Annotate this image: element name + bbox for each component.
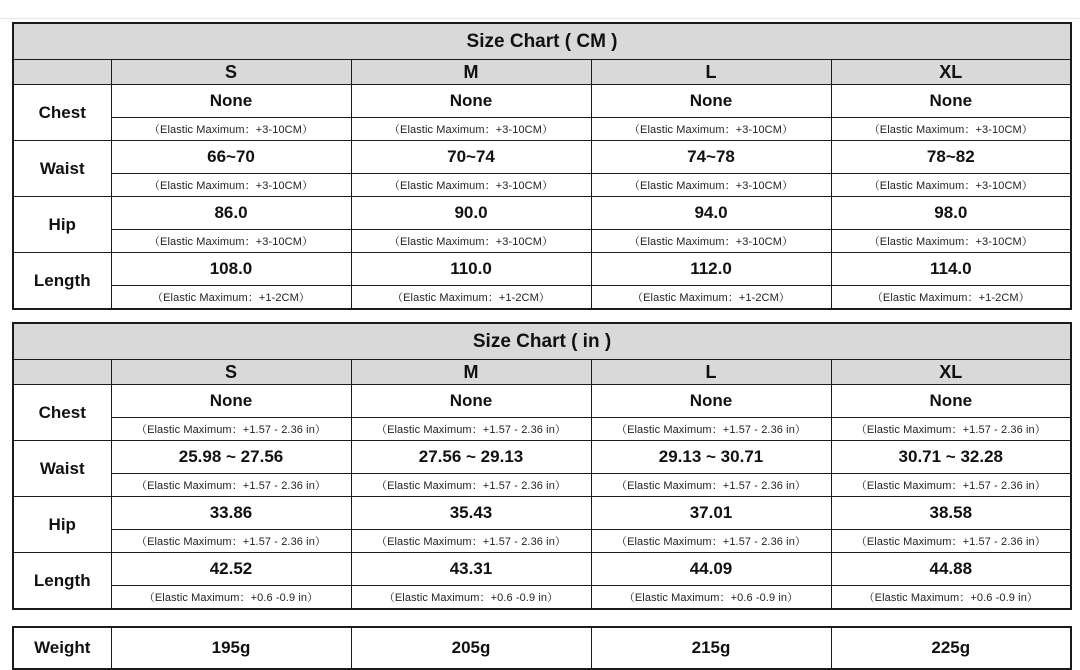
weight-value: 215g [591,627,831,669]
size-chart-cm-table [12,22,1072,310]
row-label-length: Length [13,253,111,310]
elastic-note: （Elastic Maximum：+1.57 - 2.36 in） [111,474,351,497]
row-label-waist: Waist [13,141,111,197]
value-cell: None [831,385,1071,418]
elastic-note: （Elastic Maximum：+1-2CM） [591,286,831,310]
row-label-waist: Waist [13,441,111,497]
size-header-s: S [111,360,351,385]
value-cell: 42.52 [111,553,351,586]
elastic-note: （Elastic Maximum：+1.57 - 2.36 in） [351,530,591,553]
value-cell: 86.0 [111,197,351,230]
elastic-note: （Elastic Maximum：+3-10CM） [831,230,1071,253]
value-cell: None [111,385,351,418]
value-cell: 74~78 [591,141,831,174]
elastic-note: （Elastic Maximum：+1.57 - 2.36 in） [111,418,351,441]
value-cell: None [831,85,1071,118]
value-cell: 33.86 [111,497,351,530]
elastic-note: （Elastic Maximum：+0.6 -0.9 in） [351,586,591,610]
row-label-length: Length [13,553,111,610]
header-corner-cell [13,360,111,385]
row-label-chest: Chest [13,85,111,141]
value-cell: 37.01 [591,497,831,530]
value-cell: 35.43 [351,497,591,530]
row-label-chest: Chest [13,385,111,441]
elastic-note: （Elastic Maximum：+1.57 - 2.36 in） [591,418,831,441]
size-header-m: M [351,360,591,385]
value-cell: 112.0 [591,253,831,286]
value-cell: 44.88 [831,553,1071,586]
elastic-note: （Elastic Maximum：+3-10CM） [591,230,831,253]
elastic-note: （Elastic Maximum：+3-10CM） [111,230,351,253]
size-header-m: M [351,60,591,85]
value-cell: 70~74 [351,141,591,174]
value-cell: 110.0 [351,253,591,286]
elastic-note: （Elastic Maximum：+3-10CM） [351,118,591,141]
elastic-note: （Elastic Maximum：+1.57 - 2.36 in） [111,530,351,553]
value-cell: None [111,85,351,118]
size-header-s: S [111,60,351,85]
size-header-xl: XL [831,360,1071,385]
row-label-hip: Hip [13,197,111,253]
value-cell: 44.09 [591,553,831,586]
elastic-note: （Elastic Maximum：+0.6 -0.9 in） [831,586,1071,610]
elastic-note: （Elastic Maximum：+1.57 - 2.36 in） [831,418,1071,441]
size-chart-in-title: Size Chart ( in ) [13,323,1071,360]
elastic-note: （Elastic Maximum：+1.57 - 2.36 in） [831,530,1071,553]
elastic-note: （Elastic Maximum：+3-10CM） [351,174,591,197]
size-header-l: L [591,360,831,385]
elastic-note: （Elastic Maximum：+1.57 - 2.36 in） [591,474,831,497]
elastic-note: （Elastic Maximum：+3-10CM） [111,118,351,141]
value-cell: None [591,85,831,118]
value-cell: 114.0 [831,253,1071,286]
header-corner-cell [13,60,111,85]
size-header-l: L [591,60,831,85]
elastic-note: （Elastic Maximum：+3-10CM） [591,174,831,197]
value-cell: 27.56 ~ 29.13 [351,441,591,474]
elastic-note: （Elastic Maximum：+3-10CM） [351,230,591,253]
value-cell: 30.71 ~ 32.28 [831,441,1071,474]
elastic-note: （Elastic Maximum：+3-10CM） [111,174,351,197]
value-cell: 25.98 ~ 27.56 [111,441,351,474]
row-label-hip: Hip [13,497,111,553]
elastic-note: （Elastic Maximum：+1-2CM） [111,286,351,310]
value-cell: 90.0 [351,197,591,230]
elastic-note: （Elastic Maximum：+0.6 -0.9 in） [111,586,351,610]
size-chart-cm-title: Size Chart ( CM ) [13,23,1071,60]
row-label-weight: Weight [13,627,111,669]
elastic-note: （Elastic Maximum：+3-10CM） [831,118,1071,141]
value-cell: None [351,85,591,118]
value-cell: 108.0 [111,253,351,286]
value-cell: 98.0 [831,197,1071,230]
value-cell: 29.13 ~ 30.71 [591,441,831,474]
value-cell: 78~82 [831,141,1071,174]
elastic-note: （Elastic Maximum：+1-2CM） [831,286,1071,310]
size-header-xl: XL [831,60,1071,85]
elastic-note: （Elastic Maximum：+0.6 -0.9 in） [591,586,831,610]
size-chart-in-table [12,322,1072,610]
elastic-note: （Elastic Maximum：+1.57 - 2.36 in） [591,530,831,553]
elastic-note: （Elastic Maximum：+3-10CM） [591,118,831,141]
weight-value: 225g [831,627,1071,669]
value-cell: None [591,385,831,418]
elastic-note: （Elastic Maximum：+1-2CM） [351,286,591,310]
weight-table [12,626,1072,670]
top-divider [0,18,1080,19]
elastic-note: （Elastic Maximum：+3-10CM） [831,174,1071,197]
value-cell: 94.0 [591,197,831,230]
elastic-note: （Elastic Maximum：+1.57 - 2.36 in） [831,474,1071,497]
elastic-note: （Elastic Maximum：+1.57 - 2.36 in） [351,474,591,497]
value-cell: 38.58 [831,497,1071,530]
value-cell: 66~70 [111,141,351,174]
elastic-note: （Elastic Maximum：+1.57 - 2.36 in） [351,418,591,441]
weight-value: 195g [111,627,351,669]
value-cell: 43.31 [351,553,591,586]
value-cell: None [351,385,591,418]
weight-value: 205g [351,627,591,669]
